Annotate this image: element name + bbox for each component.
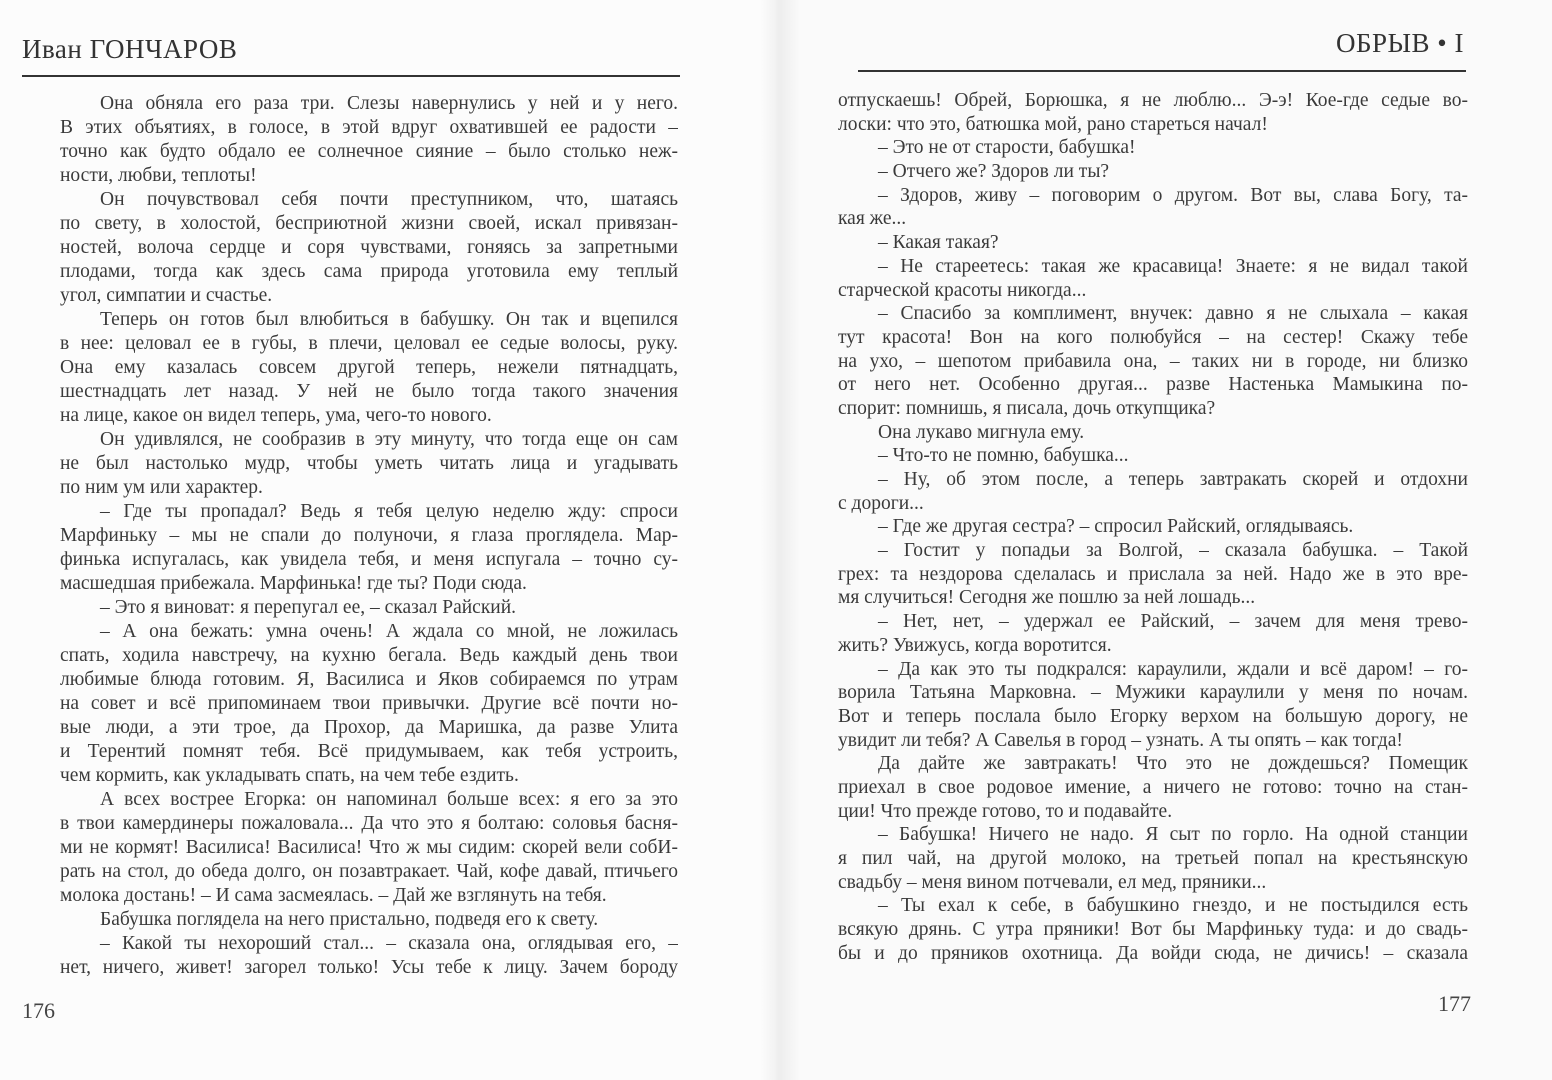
text-line: – Ты ехал к себе, в бабушкино гнездо, и не постыдился есть	[878, 895, 1468, 917]
text-line: – Отчего же? Здоров ли ты?	[878, 161, 1110, 183]
paragraph	[60, 92, 678, 188]
text-line: – Это я виноват: я перепугал ее, – сказал Райский.	[100, 597, 517, 618]
text-line: – Спасибо за комплимент, внучек: давно я не слыхала – какая	[878, 303, 1468, 325]
text-line: на ухо, – шепотом прибавила она, – таких ни в городе, ни близко	[838, 350, 1468, 372]
text-line: Он почувствовал себя почти преступником, что, шатаясь	[100, 189, 678, 210]
page-number: 177	[1438, 991, 1471, 1016]
text-line: любимые блюда готовим. Я, Василиса и Яков собираемся по утрам	[60, 669, 678, 690]
text-line: старческой красоты никогда...	[838, 279, 1087, 301]
text-line: от него нет. Особенно другая... разве Настенька Мамыкина по-	[838, 374, 1468, 396]
text-line: Она лукаво мигнула ему.	[878, 421, 1085, 443]
paragraph	[838, 468, 1468, 515]
text-line: на лице, какое он видел теперь, ума, чего-то нового.	[60, 405, 492, 426]
text-line: – Бабушка! Ничего не надо. Я сыт по горло. На одной станции	[878, 824, 1468, 846]
text-line: не был настолько мудр, чтобы уметь читать лица и угадывать	[60, 453, 678, 474]
paragraph	[838, 752, 1468, 823]
paragraph	[838, 302, 1468, 420]
paragraph	[60, 908, 678, 932]
text-line: в нее: целовал ее в губы, в плечи, целовал ее седые волосы, руку.	[60, 333, 678, 354]
paragraph	[838, 136, 1468, 160]
paragraph	[838, 421, 1468, 445]
paragraph	[60, 788, 678, 908]
paragraph	[60, 188, 678, 308]
paragraph	[838, 610, 1468, 657]
text-line: – Да как это ты подкрался: караулили, ждали и всё даром! – го-	[878, 658, 1468, 680]
text-line: увидит ли тебя? А Савелья в город – узнать. А ты опять – как тогда!	[838, 729, 1403, 751]
paragraph	[60, 932, 678, 980]
paragraph	[838, 894, 1468, 965]
text-line: – Какой ты нехороший стал... – сказала она, оглядывая его, –	[100, 933, 678, 954]
text-line: на совет и всё припоминаем твои привычки. Другие всё почти но-	[60, 693, 678, 714]
text-line: Вот и теперь послала было Егорку верхом на большую дорогу, не	[838, 705, 1468, 727]
text-line: – Здоров, живу – поговорим о другом. Вот вы, слава Богу, та-	[878, 184, 1468, 206]
text-line: – Какая такая?	[878, 232, 999, 254]
paragraph	[60, 428, 678, 500]
text-line: – Где же другая сестра? – спросил Райский, оглядываясь.	[878, 516, 1354, 538]
paragraph	[60, 620, 678, 788]
text-line: Бабушка поглядела на него пристально, подведя его к свету.	[100, 909, 599, 930]
text-line: по свету, в холостой, бесприютной жизни своей, искал привязан-	[60, 213, 678, 234]
text-line: отпускаешь! Обрей, Борюшка, я не люблю... Э-э! Кое-где седые во-	[838, 90, 1468, 111]
text-line: чем кормить, как укладывать спать, на чем тебе ездить.	[60, 765, 519, 786]
paragraph	[838, 89, 1468, 136]
text-line: шестнадцать лет назад. У ней не было тогда такого значения	[60, 381, 678, 402]
text-line: Марфиньку – мы не спали до полуночи, я глаза проглядела. Мар-	[60, 525, 678, 546]
text-line: грех: та нездорова сделалась и прислала за ней. Надо же в это вре-	[838, 563, 1468, 585]
text-line: ности, любви, теплоты!	[60, 165, 257, 186]
text-line: кая же...	[838, 208, 907, 230]
text-line: спорит: помнишь, я писала, дочь откупщика?	[838, 397, 1216, 419]
text-line: плодами, тогда как здесь сама природа уготовила ему теплый	[60, 261, 678, 282]
paragraph	[838, 515, 1468, 539]
text-line: финька испугалась, как увидела тебя, и меня испугала – точно су-	[60, 549, 678, 570]
text-line: – Ну, об этом после, а теперь завтракать скорей и отдохни	[878, 469, 1468, 490]
text-line: приехал в свое родовое имение, а ничего не готово: точно на стан-	[838, 776, 1468, 798]
text-line: нет, ничего, живет! загорел только! Усы тебе к лицу. Зачем бороду	[60, 957, 678, 978]
text-line: Она ему казалась совсем другой теперь, нежели пятнадцать,	[60, 357, 678, 378]
text-line: ворила Татьяна Марковна. – Мужики караулили у меня по ночам.	[838, 682, 1468, 704]
text-line: ми не кормят! Василиса! Василиса! Что ж мы сидим: скорей вели собИ-	[60, 837, 678, 858]
text-line: и Терентий помнят тебя. Всё придумываем, как тебя устроить,	[60, 741, 678, 762]
text-line: я пил чай, на другой молоко, на третьей попал на крестьянскую	[838, 848, 1468, 869]
text-line: А всех вострее Егорка: он напоминал больше всех: я его за это	[100, 789, 678, 810]
running-head-author: Иван ГОНЧАРОВ	[22, 34, 238, 64]
header-rule	[858, 70, 1466, 72]
paragraph	[838, 444, 1468, 468]
paragraph	[838, 160, 1468, 184]
text-line: угол, симпатии и счастье.	[60, 285, 273, 306]
paragraph	[838, 658, 1468, 753]
text-line: – Что-то не помню, бабушка...	[878, 445, 1129, 467]
text-line: свадьбу – меня вином потчевали, ел мед, пряники...	[838, 871, 1267, 893]
text-line: всякую дрянь. С утра пряники! Вот бы Марфиньку туда: и до свадь-	[838, 919, 1468, 941]
paragraph	[838, 823, 1468, 894]
text-line: спать, ходила навстречу, на кухню бегала. Ведь каждый день твои	[60, 645, 678, 666]
paragraph	[838, 255, 1468, 302]
paragraph	[838, 231, 1468, 255]
text-line: – Это не от старости, бабушка!	[878, 137, 1136, 159]
text-line: – Гостит у попадьи за Волгой, – сказала бабушка. – Такой	[878, 540, 1468, 562]
right-page	[776, 0, 1552, 1080]
text-line: В этих объятиях, в голосе, в этой вдруг охватившей ее радости –	[60, 117, 678, 138]
text-line: рать на стол, до обеда долго, он позавтракает. Чай, кофе давай, птичьего	[60, 861, 678, 882]
text-line: Он удивлялся, не сообразив в эту минуту, что тогда еще он сам	[100, 429, 678, 450]
text-line: – Где ты пропадал? Ведь я тебя целую неделю жду: спроси	[100, 501, 678, 522]
text-line: – А она бежать: умна очень! А ждала со мной, не ложилась	[100, 621, 678, 642]
text-line: вые люди, а эти трое, да Прохор, да Маришка, да разве Улита	[60, 717, 678, 738]
text-line: жить? Увижусь, когда воротится.	[838, 634, 1112, 656]
body-text	[60, 92, 678, 980]
text-line: молока достань! – И сама засмеялась. – Дай же взглянуть на тебя.	[60, 885, 607, 906]
text-line: Теперь он готов был влюбиться в бабушку. Он так и вцепился	[100, 309, 678, 330]
text-line: мя случиться! Сегодня же пошлю за ней лошадь...	[838, 587, 1256, 609]
paragraph	[60, 596, 678, 620]
text-line: масшедшая прибежала. Марфинька! где ты? Поди сюда.	[60, 573, 527, 594]
text-line: – Не стареетесь: такая же красавица! Знаете: я не видал такой	[878, 255, 1468, 277]
text-line: бы и до пряников охотница. Да войди сюда, не дичись! – сказала	[838, 942, 1468, 964]
header-rule	[22, 75, 680, 77]
paragraph	[838, 539, 1468, 610]
text-line: лоски: что это, батюшка мой, рано стареться начал!	[838, 113, 1268, 135]
page-number: 176	[22, 998, 55, 1023]
paragraph	[60, 500, 678, 596]
text-line: ции! Что прежде готово, то и подавайте.	[838, 800, 1173, 822]
text-line: в твои камердинеры пожаловала... Да что это я болтаю: соловья басня-	[60, 813, 678, 834]
text-line: Да дайте же завтракать! Что это не дождешься? Помещик	[878, 753, 1468, 775]
text-line: с дороги...	[838, 492, 924, 514]
paragraph	[60, 308, 678, 428]
text-line: – Нет, нет, – удержал ее Райский, – зачем для меня трево-	[878, 611, 1468, 633]
paragraph	[838, 184, 1468, 231]
running-head-title: ОБРЫВ • I	[1335, 28, 1464, 58]
text-line: по ним ум или характер.	[60, 477, 263, 498]
text-line: тут красота! Вон на кого полюбуйся – на сестер! Скажу тебе	[838, 326, 1468, 348]
book-gutter	[760, 0, 800, 1080]
body-text	[838, 89, 1468, 965]
text-line: точно как будто обдало ее солнечное сияние – было столько неж-	[60, 141, 678, 162]
text-line: ностей, волоча сердце и соря чувствами, гоняясь за запретными	[60, 237, 678, 258]
text-line: Она обняла его раза три. Слезы навернулись у ней и у него.	[100, 93, 678, 114]
